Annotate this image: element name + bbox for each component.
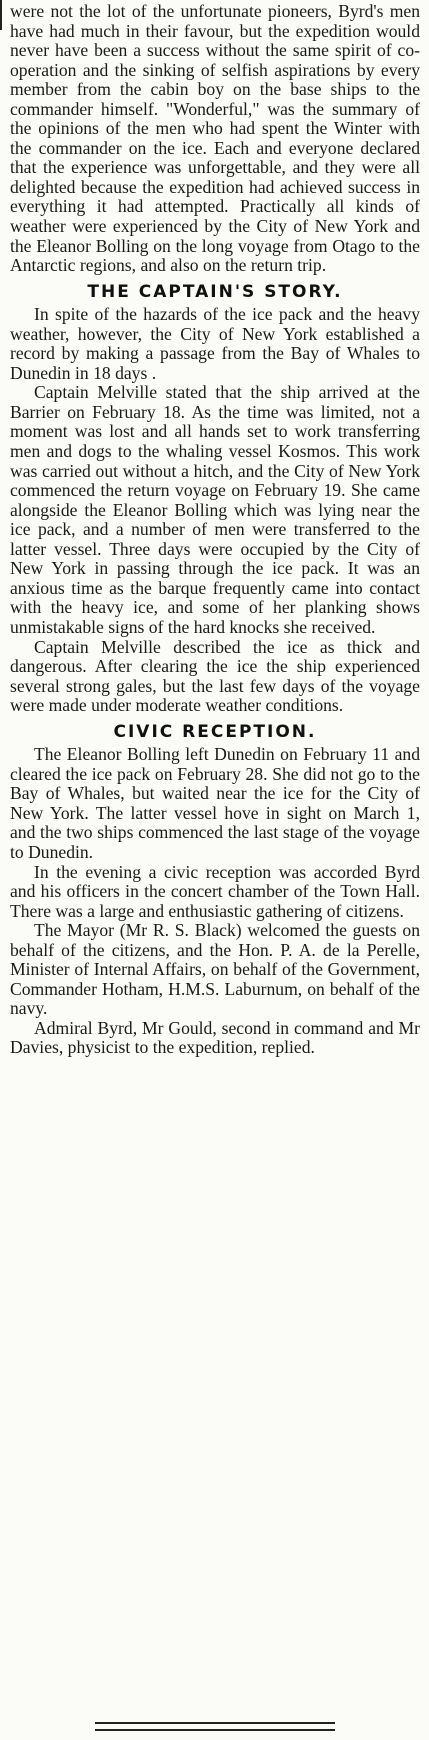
paragraph: The Mayor (Mr R. S. Black) welcomed the guests on behalf of the citizens, and the Hon. P. A. de la Perelle, Minister of Internal Affairs, on behalf of the Government, Commander Hotham, H.M.S. Laburnum, on behalf of the navy. (10, 920, 420, 1019)
paragraph: In the evening a civic reception was accorded Byrd and his officers in the concert chamber of the Town Hall. There was a large and enthusiastic gathering of citizens. (10, 861, 420, 921)
paragraph: The Eleanor Bolling left Dunedin on February 11 and cleared the ice pack on February 28. She did not go to the Bay of Whales, but waited near the ice for the City of New York. The latter vessel hove in sight on March 1, and the two ships commenced the last stage of the voyage to Dunedin. (10, 744, 420, 862)
section-heading-civic-reception: CIVIC RECEPTION. (113, 721, 317, 742)
paragraph: Captain Melville described the ice as thick and dangerous. After clearing the ice the ship experienced several strong gales, but the last few days of the voyage were made under moderate weather conditions. (10, 636, 420, 716)
column-rule (0, 0, 2, 30)
section-heading-captains-story: THE CAPTAIN'S STORY. (87, 281, 343, 302)
paragraph: In spite of the hazards of the ice pack and the heavy weather, however, the City of New York established a record by making a passage from the Bay of Whales to Dunedin in 18 days . (10, 304, 420, 383)
paragraph: Captain Melville stated that the ship arrived at the Barrier on February 18. As the time was limited, not a moment was lost and all hands set to work transferring men and dogs to the whaling vessel Kosmos. This work was carried out without a hitch, and the City of New York commenced the return voyage on February 19. She came alongside the Eleanor Bolling which was lying near the ice pack, and a number of men were transferred to the latter vessel. Three days were occupied by the City of New York in passing through the ice pack. It was an anxious time as the barque frequently came into contact with the heavy ice, and some of her planking shows unmistakable signs of the hard knocks she received. (10, 382, 420, 637)
paragraph: Admiral Byrd, Mr Gould, second in command and Mr Davies, physicist to the expedition, replied. (10, 1017, 420, 1058)
end-of-article-rule (95, 1722, 335, 1731)
article-column (10, 2, 420, 1058)
intro-paragraph: were not the lot of the unfortunate pioneers, Byrd's men have had much in their favour, but the expedition would never have been a success without the same spirit of co-operation and the sinking of selfish aspirations by every member from the cabin boy on the base ships to the commander himself. "Wonderful," was the summary of the opinions of the men who had spent the Winter with the commander on the ice. Each and everyone declared that the experience was unforgettable, and they were all delighted because the expedition had achieved success in everything it had attempted. Practically all kinds of weather were experienced by the City of New York and the Eleanor Bolling on the long voyage from Otago to the Antarctic regions, and also on the return trip. (10, 1, 420, 276)
